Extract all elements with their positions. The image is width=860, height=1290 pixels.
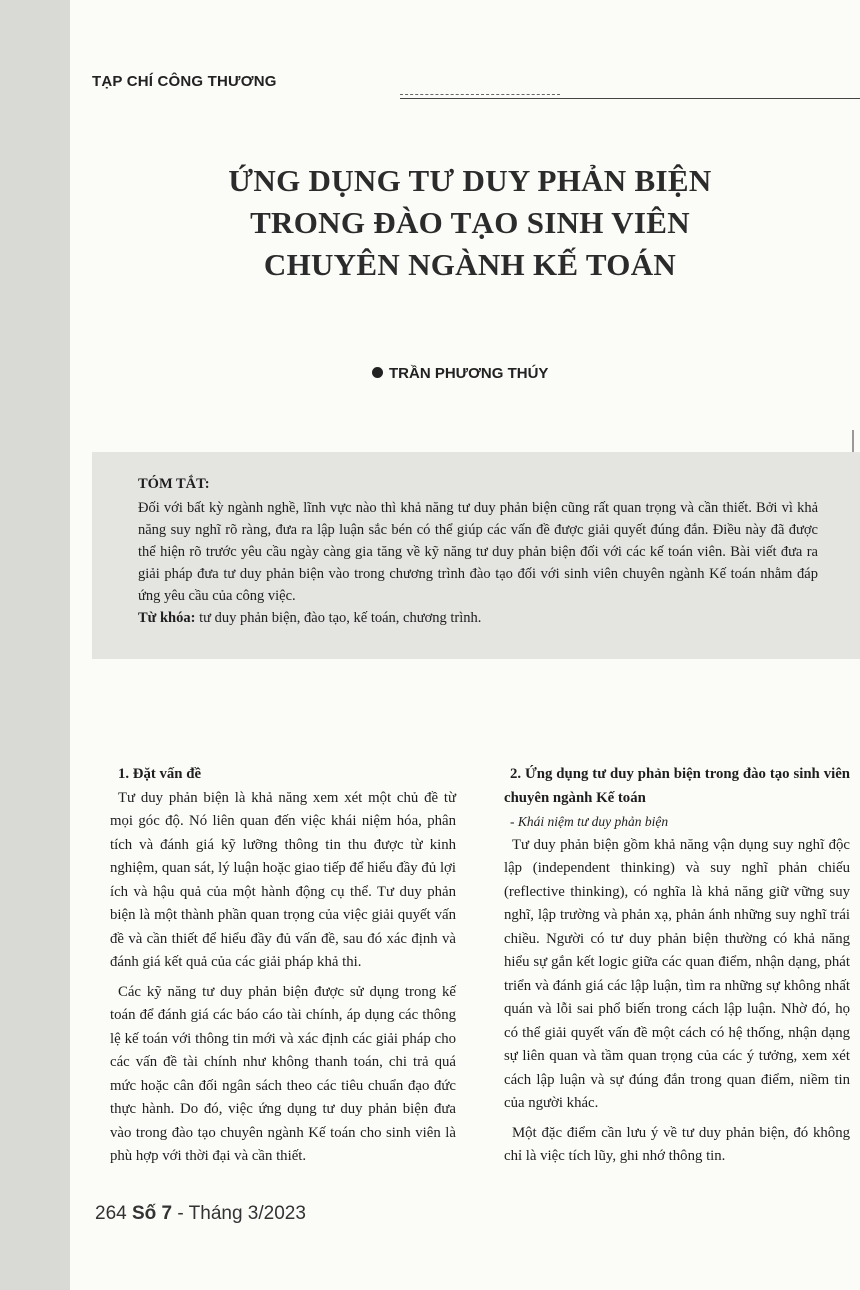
- abstract-body: Đối với bất kỳ ngành nghề, lĩnh vực nào thì khả năng tư duy phản biện cũng rất quan trọng và cần thiết. Bởi vì khả năng suy nghĩ rõ ràng, đưa ra lập luận sắc bén có thể giúp các vấn đề được giải quyết đúng đắn. Điều này đã được thể hiện rõ trước yêu cầu ngày càng gia tăng về kỹ năng tư duy phản biện đối với các kế toán viên. Bài viết đưa ra giải pháp đưa tư duy phản biện vào trong chương trình đào tạo đối với sinh viên chuyên ngành Kế toán nhằm đáp ứng yêu cầu của công việc.: [138, 500, 818, 604]
- author-line: [372, 365, 548, 382]
- issue-number: Số 7: [131, 1203, 173, 1224]
- article-title: [120, 160, 820, 286]
- journal-name: TẠP CHÍ CÔNG THƯƠNG: [92, 73, 277, 90]
- right-paragraph-1: Tư duy phản biện gồm khả năng vận dụng suy nghĩ độc lập (independent thinking) và suy nghĩ phản chiếu (reflective thinking), có nghĩa là khả năng giữ vững suy nghĩ, lập trường và phản xạ, phản ánh những suy nghĩ trái chiều. Người có tư duy phản biện thường có khả năng hiểu sự gắn kết logic giữa các quan điểm, nhận dạng, phát triển và đánh giá các lập luận, tìm ra những sự không nhất quán và lỗi sai phổ biến trong cách lập luận. Nhờ đó, họ có thể giải quyết vấn đề một cách có hệ thống, nhận dạng sự liên quan và tầm quan trọng của các ý tưởng, xem xét cách lập luận và sự đúng đắn trong quan điểm, niềm tin của người khác.: [504, 836, 850, 1111]
- keywords-label: Từ khóa:: [138, 610, 196, 626]
- keywords-line: [138, 607, 818, 629]
- subsection-heading: - Khái niệm tư duy phản biện: [510, 814, 669, 829]
- title-line-3: CHUYÊN NGÀNH KẾ TOÁN: [263, 247, 677, 282]
- page-footer: [95, 1203, 306, 1225]
- header-dash-rule: [400, 94, 560, 95]
- issue-date: Tháng 3/2023: [188, 1203, 306, 1224]
- header-rule: [400, 98, 860, 99]
- bullet-icon: [372, 367, 383, 378]
- abstract-heading: TÓM TẮT:: [138, 476, 210, 492]
- title-line-1: ỨNG DỤNG TƯ DUY PHẢN BIỆN: [228, 163, 712, 198]
- keywords-text: tư duy phản biện, đào tạo, kế toán, chương trình.: [195, 610, 482, 626]
- abstract-content: [138, 473, 818, 629]
- footer-separator: -: [172, 1203, 189, 1224]
- abstract-box: [92, 452, 860, 659]
- left-paragraph-1: Tư duy phản biện là khả năng xem xét một chủ đề từ mọi góc độ. Nó liên quan đến việc khái niệm hóa, phân tích và đánh giá kỹ lưỡng thông tin thu được từ kinh nghiệm, quan sát, lý luận hoặc giao tiếp để hiểu đầy đủ lợi ích và hậu quả của một hành động cụ thể. Tư duy phản biện là một thành phần quan trọng của việc giải quyết vấn đề và cần thiết để hiểu đầy đủ vấn đề, sau đó xác định và đánh giá kết quả của các giải pháp khả thi.: [110, 789, 456, 970]
- left-paragraph-2: Các kỹ năng tư duy phản biện được sử dụng trong kế toán để đánh giá các báo cáo tài chính, áp dụng các thông lệ kế toán với thông tin mới và xác định các giải pháp cho các vấn đề tài chính như không thanh toán, chi trả quá mức hoặc cân đối ngân sách theo các tiêu chuẩn đạo đức thực hành. Do đó, việc ứng dụng tư duy phản biện đưa vào trong đào tạo chuyên ngành Kế toán cho sinh viên là phù hợp với thời đại và cần thiết.: [110, 983, 456, 1164]
- section-heading-2: 2. Ứng dụng tư duy phản biện trong đào tạo sinh viên chuyên ngành Kế toán: [504, 766, 850, 806]
- section-heading-1: 1. Đặt vấn đề: [118, 766, 202, 782]
- author-name: TRẦN PHƯƠNG THÚY: [389, 365, 549, 382]
- right-column: [504, 763, 850, 1175]
- left-column: [110, 763, 456, 1175]
- title-line-2: TRONG ĐÀO TẠO SINH VIÊN: [250, 205, 690, 240]
- page-number: 264: [95, 1203, 127, 1224]
- right-paragraph-2: Một đặc điểm cần lưu ý về tư duy phản biện, đó không chỉ là việc tích lũy, ghi nhớ thông tin.: [504, 1124, 850, 1164]
